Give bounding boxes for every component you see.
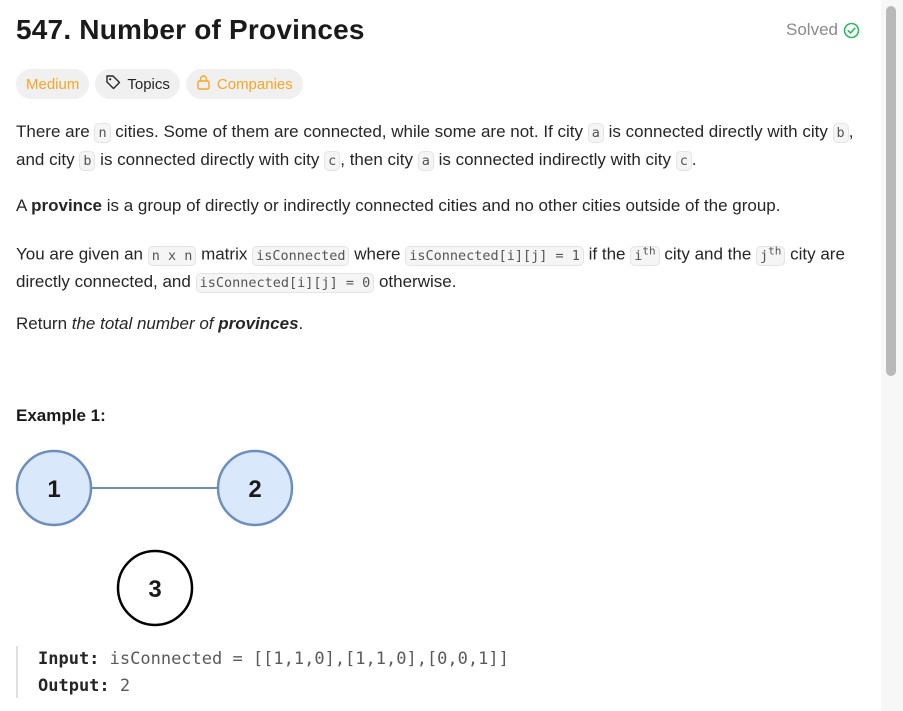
- example-1-output-line: Output: 2: [38, 676, 131, 696]
- lock-icon: [196, 74, 211, 94]
- scrollbar-track[interactable]: [881, 0, 903, 711]
- check-circle-icon: [843, 22, 860, 39]
- example-1-graph: [14, 447, 304, 632]
- companies-label: Companies: [216, 75, 293, 93]
- graph-node-3-label: 3: [148, 576, 162, 603]
- example-1-title: Example 1:: [16, 406, 106, 425]
- description-paragraph-4: Return the total number of provinces.: [16, 314, 304, 333]
- graph-node-2: [218, 451, 292, 525]
- scrollbar-thumb[interactable]: [886, 6, 896, 376]
- topics-label: Topics: [127, 75, 170, 93]
- problem-title: 547. Number of Provinces: [16, 14, 365, 45]
- graph-node-3: [118, 551, 192, 625]
- graph-node-1-label: 1: [47, 476, 61, 503]
- tag-icon: [105, 74, 121, 94]
- solved-status: [786, 20, 860, 40]
- problem-header: [16, 14, 862, 50]
- graph-node-1: [17, 451, 91, 525]
- example-1-io-block: [16, 646, 846, 698]
- description-paragraph-1: There are n cities. Some of them are connected, while some are not. If city a is connected directly with city b , and city b is connected directly with city c , then city a is connected indirectly with city c .: [16, 122, 854, 169]
- difficulty-badge[interactable]: Medium: [16, 69, 89, 99]
- solved-label: Solved: [786, 20, 838, 39]
- description-paragraph-2: A province is a group of directly or indirectly connected cities and no other cities outside of the group.: [16, 196, 781, 215]
- topics-button[interactable]: [95, 69, 180, 99]
- description-paragraph-3: You are given an n x n matrix isConnected where isConnected[i][j] = 1 if the $i^{th}$ city and the $j^{th}$ city are directly connected, and isConnected[i][j] = 0 otherwise.: [16, 244, 845, 291]
- graph-node-2-label: 2: [248, 476, 262, 503]
- tag-row: [16, 69, 303, 99]
- companies-button[interactable]: [186, 69, 303, 99]
- example-1-input-line: Input: isConnected = [[1,1,0],[1,1,0],[0,0,1]]: [38, 649, 509, 669]
